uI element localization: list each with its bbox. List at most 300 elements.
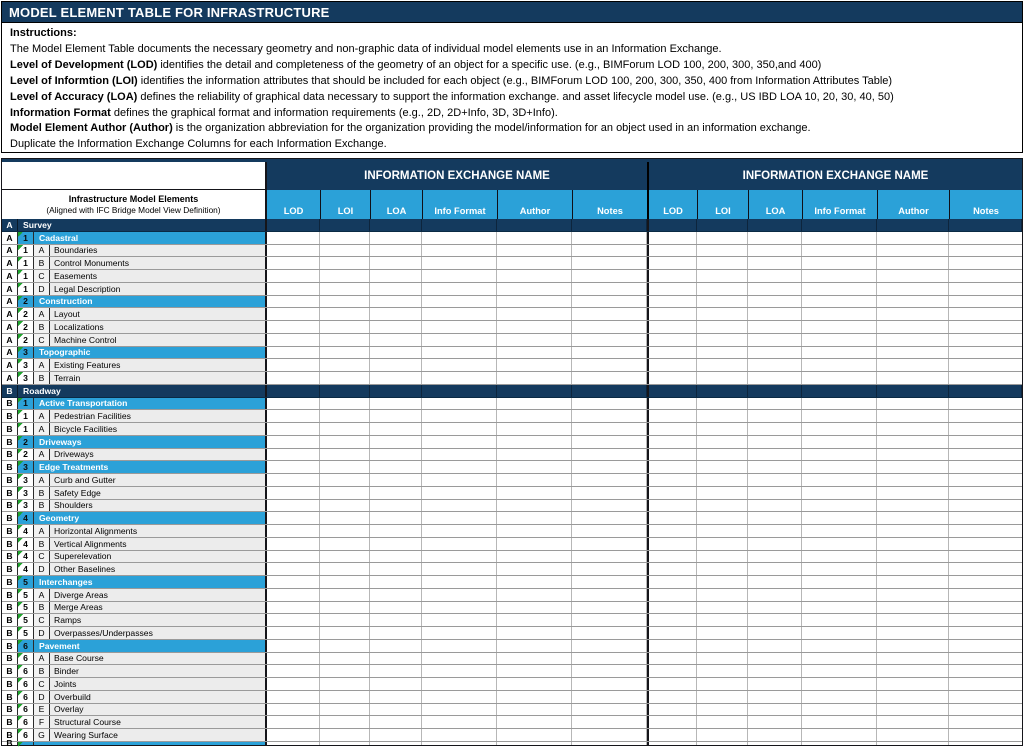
data-cell[interactable]	[497, 716, 572, 728]
data-cell[interactable]	[370, 436, 422, 448]
data-cell[interactable]	[422, 551, 497, 563]
data-cell[interactable]	[877, 640, 949, 652]
data-cell[interactable]	[422, 589, 497, 601]
data-cell[interactable]	[422, 232, 497, 244]
data-cell[interactable]	[422, 576, 497, 588]
column-header-notes[interactable]: Notes	[949, 190, 1022, 219]
data-cell[interactable]	[497, 219, 572, 231]
data-cell[interactable]	[572, 627, 647, 639]
data-cell[interactable]	[877, 245, 949, 257]
row-number-cell[interactable]: 2	[18, 321, 34, 333]
element-name-cell[interactable]: Base Course	[50, 653, 267, 665]
data-cell[interactable]	[748, 653, 802, 665]
data-cell[interactable]	[748, 487, 802, 499]
data-cell[interactable]	[877, 627, 949, 639]
data-cell[interactable]	[877, 461, 949, 473]
data-cell[interactable]	[422, 716, 497, 728]
data-cell[interactable]	[422, 257, 497, 269]
data-cell[interactable]	[267, 500, 320, 512]
data-cell[interactable]	[572, 347, 647, 359]
data-cell[interactable]	[422, 385, 497, 397]
data-cell[interactable]	[572, 602, 647, 614]
element-name-cell[interactable]: Curb and Gutter	[50, 474, 267, 486]
data-cell[interactable]	[949, 385, 1022, 397]
element-name-cell[interactable]: Control Monuments	[50, 257, 267, 269]
data-cell[interactable]	[647, 640, 697, 652]
row-number-cell[interactable]: 1	[18, 398, 34, 410]
data-cell[interactable]	[877, 525, 949, 537]
data-cell[interactable]	[267, 602, 320, 614]
data-cell[interactable]	[370, 627, 422, 639]
data-cell[interactable]	[877, 385, 949, 397]
data-cell[interactable]	[647, 436, 697, 448]
row-subletter-cell[interactable]: B	[34, 500, 50, 512]
data-cell[interactable]	[697, 219, 748, 231]
data-cell[interactable]	[267, 665, 320, 677]
row-subletter-cell[interactable]: A	[34, 449, 50, 461]
row-subletter-cell[interactable]: A	[34, 308, 50, 320]
data-cell[interactable]	[647, 665, 697, 677]
column-header-loa[interactable]: LOA	[748, 190, 802, 219]
data-cell[interactable]	[647, 385, 697, 397]
data-cell[interactable]	[748, 627, 802, 639]
data-cell[interactable]	[802, 729, 877, 741]
row-subletter-cell[interactable]: D	[34, 283, 50, 295]
data-cell[interactable]	[267, 614, 320, 626]
data-cell[interactable]	[802, 245, 877, 257]
data-cell[interactable]	[320, 372, 370, 384]
data-cell[interactable]	[370, 410, 422, 422]
column-header-author[interactable]: Author	[497, 190, 572, 219]
data-cell[interactable]	[802, 551, 877, 563]
data-cell[interactable]	[697, 232, 748, 244]
data-cell[interactable]	[370, 398, 422, 410]
row-number-cell[interactable]: 5	[18, 576, 34, 588]
row-letter-cell[interactable]: B	[2, 729, 18, 741]
data-cell[interactable]	[267, 257, 320, 269]
data-cell[interactable]	[267, 474, 320, 486]
data-cell[interactable]	[572, 308, 647, 320]
data-cell[interactable]	[572, 436, 647, 448]
data-cell[interactable]	[748, 321, 802, 333]
data-cell[interactable]	[697, 538, 748, 550]
row-letter-cell[interactable]: B	[2, 640, 18, 652]
data-cell[interactable]	[748, 245, 802, 257]
data-cell[interactable]	[267, 283, 320, 295]
data-cell[interactable]	[572, 551, 647, 563]
data-cell[interactable]	[748, 347, 802, 359]
row-number-cell[interactable]: 6	[18, 729, 34, 741]
row-subletter-cell[interactable]: D	[34, 563, 50, 575]
data-cell[interactable]	[748, 500, 802, 512]
data-cell[interactable]	[320, 449, 370, 461]
row-number-cell[interactable]: 6	[18, 716, 34, 728]
data-cell[interactable]	[949, 334, 1022, 346]
data-cell[interactable]	[802, 296, 877, 308]
data-cell[interactable]	[370, 576, 422, 588]
row-number-cell[interactable]: 1	[18, 245, 34, 257]
data-cell[interactable]	[697, 512, 748, 524]
data-cell[interactable]	[320, 410, 370, 422]
element-name-cell[interactable]: Diverge Areas	[50, 589, 267, 601]
data-cell[interactable]	[267, 576, 320, 588]
row-subletter-cell[interactable]: G	[34, 729, 50, 741]
section-name-cell[interactable]: Cadastral	[34, 232, 267, 244]
data-cell[interactable]	[697, 678, 748, 690]
data-cell[interactable]	[802, 321, 877, 333]
data-cell[interactable]	[422, 449, 497, 461]
data-cell[interactable]	[697, 742, 748, 745]
row-letter-cell[interactable]: B	[2, 436, 18, 448]
data-cell[interactable]	[497, 525, 572, 537]
data-cell[interactable]	[748, 614, 802, 626]
data-cell[interactable]	[802, 410, 877, 422]
data-cell[interactable]	[497, 296, 572, 308]
data-cell[interactable]	[422, 347, 497, 359]
data-cell[interactable]	[572, 589, 647, 601]
data-cell[interactable]	[572, 410, 647, 422]
data-cell[interactable]	[949, 398, 1022, 410]
data-cell[interactable]	[320, 487, 370, 499]
data-cell[interactable]	[877, 398, 949, 410]
data-cell[interactable]	[320, 640, 370, 652]
data-cell[interactable]	[422, 334, 497, 346]
exchange-group-header-2[interactable]: INFORMATION EXCHANGE NAME	[647, 162, 1022, 190]
element-name-cell[interactable]: Horizontal Alignments	[50, 525, 267, 537]
section-name-cell[interactable]: Construction	[34, 296, 267, 308]
data-cell[interactable]	[647, 525, 697, 537]
data-cell[interactable]	[647, 487, 697, 499]
data-cell[interactable]	[267, 487, 320, 499]
data-cell[interactable]	[877, 283, 949, 295]
data-cell[interactable]	[748, 742, 802, 745]
row-number-cell[interactable]: 4	[18, 551, 34, 563]
data-cell[interactable]	[572, 487, 647, 499]
row-letter-cell[interactable]: B	[2, 691, 18, 703]
row-number-cell[interactable]: 6	[18, 640, 34, 652]
data-cell[interactable]	[572, 449, 647, 461]
data-cell[interactable]	[877, 538, 949, 550]
data-cell[interactable]	[320, 500, 370, 512]
element-name-cell[interactable]: Legal Description	[50, 283, 267, 295]
data-cell[interactable]	[877, 321, 949, 333]
data-cell[interactable]	[320, 691, 370, 703]
data-cell[interactable]	[370, 257, 422, 269]
data-cell[interactable]	[877, 742, 949, 745]
element-name-cell[interactable]: Safety Edge	[50, 487, 267, 499]
data-cell[interactable]	[949, 551, 1022, 563]
row-letter-cell[interactable]: B	[2, 398, 18, 410]
data-cell[interactable]	[422, 474, 497, 486]
row-number-cell[interactable]: 4	[18, 538, 34, 550]
data-cell[interactable]	[949, 627, 1022, 639]
row-number-cell[interactable]: 2	[18, 436, 34, 448]
data-cell[interactable]	[497, 398, 572, 410]
data-cell[interactable]	[949, 474, 1022, 486]
data-cell[interactable]	[497, 308, 572, 320]
data-cell[interactable]	[572, 270, 647, 282]
row-subletter-cell[interactable]: B	[34, 538, 50, 550]
data-cell[interactable]	[802, 257, 877, 269]
data-cell[interactable]	[647, 474, 697, 486]
row-letter-cell[interactable]: B	[2, 474, 18, 486]
data-cell[interactable]	[748, 436, 802, 448]
data-cell[interactable]	[647, 270, 697, 282]
element-name-cell[interactable]: Merge Areas	[50, 602, 267, 614]
element-name-cell[interactable]: Driveways	[50, 449, 267, 461]
column-header-notes[interactable]: Notes	[572, 190, 647, 219]
data-cell[interactable]	[370, 487, 422, 499]
row-number-cell[interactable]: 5	[18, 602, 34, 614]
data-cell[interactable]	[320, 576, 370, 588]
data-cell[interactable]	[572, 474, 647, 486]
data-cell[interactable]	[697, 359, 748, 371]
data-cell[interactable]	[949, 410, 1022, 422]
row-number-cell[interactable]: 3	[18, 347, 34, 359]
row-letter-cell[interactable]: A	[2, 321, 18, 333]
row-subletter-cell[interactable]: A	[34, 525, 50, 537]
row-letter-cell[interactable]: B	[2, 563, 18, 575]
data-cell[interactable]	[497, 245, 572, 257]
data-cell[interactable]	[370, 551, 422, 563]
data-cell[interactable]	[647, 334, 697, 346]
row-letter-cell[interactable]: A	[2, 257, 18, 269]
row-letter-cell[interactable]: B	[2, 461, 18, 473]
data-cell[interactable]	[497, 538, 572, 550]
data-cell[interactable]	[697, 487, 748, 499]
data-cell[interactable]	[697, 245, 748, 257]
data-cell[interactable]	[647, 232, 697, 244]
data-cell[interactable]	[267, 589, 320, 601]
data-cell[interactable]	[267, 423, 320, 435]
data-cell[interactable]	[422, 245, 497, 257]
data-cell[interactable]	[647, 614, 697, 626]
data-cell[interactable]	[370, 474, 422, 486]
data-cell[interactable]	[370, 372, 422, 384]
data-cell[interactable]	[267, 551, 320, 563]
data-cell[interactable]	[697, 436, 748, 448]
data-cell[interactable]	[497, 691, 572, 703]
data-cell[interactable]	[497, 704, 572, 716]
row-number-cell[interactable]: 1	[18, 410, 34, 422]
data-cell[interactable]	[647, 347, 697, 359]
data-cell[interactable]	[949, 219, 1022, 231]
row-number-cell[interactable]: 5	[18, 589, 34, 601]
data-cell[interactable]	[572, 372, 647, 384]
column-header-loa[interactable]: LOA	[370, 190, 422, 219]
data-cell[interactable]	[497, 385, 572, 397]
data-cell[interactable]	[497, 270, 572, 282]
data-cell[interactable]	[877, 219, 949, 231]
data-cell[interactable]	[572, 716, 647, 728]
data-cell[interactable]	[748, 385, 802, 397]
row-subletter-cell[interactable]: A	[34, 474, 50, 486]
data-cell[interactable]	[572, 232, 647, 244]
data-cell[interactable]	[877, 334, 949, 346]
data-cell[interactable]	[748, 461, 802, 473]
data-cell[interactable]	[370, 716, 422, 728]
data-cell[interactable]	[802, 487, 877, 499]
data-cell[interactable]	[949, 436, 1022, 448]
data-cell[interactable]	[877, 257, 949, 269]
data-cell[interactable]	[877, 653, 949, 665]
data-cell[interactable]	[877, 500, 949, 512]
data-cell[interactable]	[949, 512, 1022, 524]
data-cell[interactable]	[697, 602, 748, 614]
row-number-cell[interactable]: 6	[18, 691, 34, 703]
row-subletter-cell[interactable]: C	[34, 614, 50, 626]
data-cell[interactable]	[877, 232, 949, 244]
data-cell[interactable]	[422, 665, 497, 677]
data-cell[interactable]	[802, 665, 877, 677]
data-cell[interactable]	[647, 257, 697, 269]
data-cell[interactable]	[697, 627, 748, 639]
left-header-cell[interactable]	[2, 190, 267, 219]
data-cell[interactable]	[748, 410, 802, 422]
row-subletter-cell[interactable]: C	[34, 551, 50, 563]
data-cell[interactable]	[497, 512, 572, 524]
data-cell[interactable]	[697, 449, 748, 461]
data-cell[interactable]	[572, 742, 647, 745]
data-cell[interactable]	[267, 347, 320, 359]
data-cell[interactable]	[802, 576, 877, 588]
row-subletter-cell[interactable]: B	[34, 602, 50, 614]
data-cell[interactable]	[267, 704, 320, 716]
row-letter-cell[interactable]: B	[2, 525, 18, 537]
element-name-cell[interactable]: Layout	[50, 308, 267, 320]
data-cell[interactable]	[877, 576, 949, 588]
row-subletter-cell[interactable]: A	[34, 359, 50, 371]
row-number-cell[interactable]: 1	[18, 270, 34, 282]
data-cell[interactable]	[320, 296, 370, 308]
data-cell[interactable]	[320, 245, 370, 257]
data-cell[interactable]	[497, 653, 572, 665]
data-cell[interactable]	[320, 538, 370, 550]
data-cell[interactable]	[572, 334, 647, 346]
data-cell[interactable]	[572, 525, 647, 537]
data-cell[interactable]	[647, 576, 697, 588]
data-cell[interactable]	[320, 321, 370, 333]
data-cell[interactable]	[497, 665, 572, 677]
data-cell[interactable]	[320, 614, 370, 626]
data-cell[interactable]	[697, 385, 748, 397]
data-cell[interactable]	[572, 296, 647, 308]
data-cell[interactable]	[267, 334, 320, 346]
data-cell[interactable]	[370, 461, 422, 473]
data-cell[interactable]	[422, 653, 497, 665]
data-cell[interactable]	[422, 500, 497, 512]
data-cell[interactable]	[647, 653, 697, 665]
data-cell[interactable]	[647, 742, 697, 745]
data-cell[interactable]	[647, 716, 697, 728]
row-number-cell[interactable]: 3	[18, 500, 34, 512]
data-cell[interactable]	[572, 678, 647, 690]
data-cell[interactable]	[802, 614, 877, 626]
data-cell[interactable]	[802, 461, 877, 473]
data-cell[interactable]	[949, 296, 1022, 308]
data-cell[interactable]	[497, 449, 572, 461]
row-letter-cell[interactable]: B	[2, 487, 18, 499]
data-cell[interactable]	[748, 691, 802, 703]
element-name-cell[interactable]: Bicycle Facilities	[50, 423, 267, 435]
data-cell[interactable]	[370, 704, 422, 716]
data-cell[interactable]	[267, 640, 320, 652]
data-cell[interactable]	[422, 640, 497, 652]
data-cell[interactable]	[647, 538, 697, 550]
data-cell[interactable]	[697, 461, 748, 473]
data-cell[interactable]	[320, 232, 370, 244]
data-cell[interactable]	[748, 308, 802, 320]
data-cell[interactable]	[949, 283, 1022, 295]
data-cell[interactable]	[949, 308, 1022, 320]
element-name-cell[interactable]: Wearing Surface	[50, 729, 267, 741]
row-subletter-cell[interactable]: D	[34, 691, 50, 703]
data-cell[interactable]	[802, 372, 877, 384]
data-cell[interactable]	[802, 640, 877, 652]
data-cell[interactable]	[748, 474, 802, 486]
row-number-cell[interactable]: 2	[18, 308, 34, 320]
data-cell[interactable]	[370, 512, 422, 524]
data-cell[interactable]	[949, 372, 1022, 384]
data-cell[interactable]	[572, 245, 647, 257]
data-cell[interactable]	[748, 665, 802, 677]
row-number-cell[interactable]: 3	[18, 487, 34, 499]
data-cell[interactable]	[949, 487, 1022, 499]
data-cell[interactable]	[748, 525, 802, 537]
data-cell[interactable]	[748, 551, 802, 563]
data-cell[interactable]	[802, 512, 877, 524]
element-name-cell[interactable]: Shoulders	[50, 500, 267, 512]
data-cell[interactable]	[697, 563, 748, 575]
data-cell[interactable]	[267, 398, 320, 410]
row-subletter-cell[interactable]: A	[34, 410, 50, 422]
data-cell[interactable]	[267, 232, 320, 244]
data-cell[interactable]	[422, 219, 497, 231]
data-cell[interactable]	[497, 742, 572, 745]
data-cell[interactable]	[647, 678, 697, 690]
data-cell[interactable]	[370, 678, 422, 690]
data-cell[interactable]	[370, 640, 422, 652]
data-cell[interactable]	[572, 359, 647, 371]
row-number-cell[interactable]: 4	[18, 512, 34, 524]
data-cell[interactable]	[370, 245, 422, 257]
data-cell[interactable]	[877, 551, 949, 563]
data-cell[interactable]	[422, 525, 497, 537]
element-name-cell[interactable]: Other Baselines	[50, 563, 267, 575]
row-subletter-cell[interactable]: B	[34, 257, 50, 269]
data-cell[interactable]	[949, 614, 1022, 626]
data-cell[interactable]	[647, 372, 697, 384]
row-letter-cell[interactable]: B	[2, 627, 18, 639]
data-cell[interactable]	[370, 691, 422, 703]
data-cell[interactable]	[802, 308, 877, 320]
data-cell[interactable]	[370, 589, 422, 601]
row-letter-cell[interactable]: B	[2, 742, 18, 745]
data-cell[interactable]	[497, 576, 572, 588]
data-cell[interactable]	[370, 500, 422, 512]
row-number-cell[interactable]: 3	[18, 359, 34, 371]
data-cell[interactable]	[647, 627, 697, 639]
data-cell[interactable]	[267, 512, 320, 524]
element-name-cell[interactable]: Binder	[50, 665, 267, 677]
data-cell[interactable]	[877, 347, 949, 359]
data-cell[interactable]	[697, 665, 748, 677]
row-letter-cell[interactable]: A	[2, 347, 18, 359]
data-cell[interactable]	[877, 308, 949, 320]
row-number-cell[interactable]: 6	[18, 704, 34, 716]
data-cell[interactable]	[802, 270, 877, 282]
data-cell[interactable]	[949, 563, 1022, 575]
